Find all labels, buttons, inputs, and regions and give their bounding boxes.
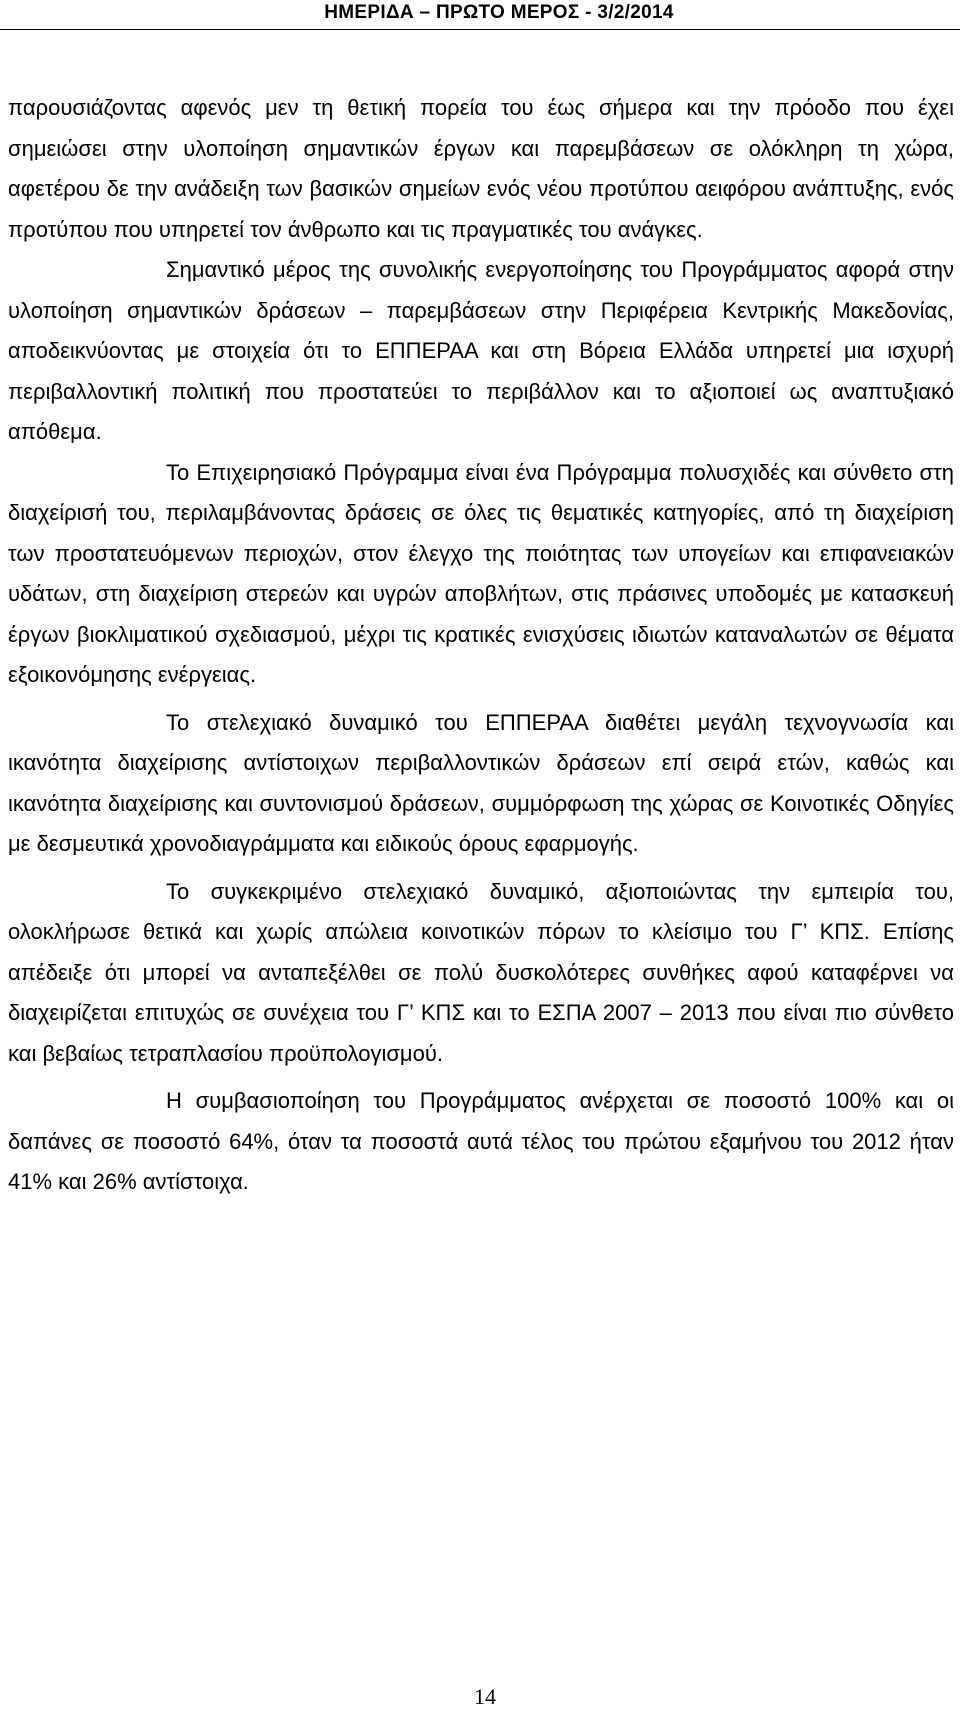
page-number: 14 — [474, 1684, 496, 1709]
paragraph: Η συμβασιοποίηση του Προγράμματος ανέρχεται σε ποσοστό 100% και οι δαπάνες σε ποσοστό 64%, όταν τα ποσοστά αυτά τέλος του πρώτου εξαμήνου του 2012 ήταν 41% και 26% αντίστοιχα. — [8, 1088, 954, 1194]
paragraph-continuation: παρουσιάζοντας αφενός μεν τη θετική πορεία του έως σήμερα και την πρόοδο που έχει σημειώσει στην υλοποίηση σημαντικών έργων και παρεμβάσεων σε ολόκληρη τη χώρα, αφετέρου δε την ανάδειξη των βασικών σημείων ενός νέου προτύπου αειφόρου ανάπτυξης, ενός προτύπου που υπηρετεί τον άνθρωπο και τις πραγματικές του ανάγκες. — [8, 95, 954, 242]
paragraph: Το Επιχειρησιακό Πρόγραμμα είναι ένα Πρόγραμμα πολυσχιδές και σύνθετο στη διαχείρισή του, περιλαμβάνοντας δράσεις σε όλες τις θεματικές κατηγορίες, από τη διαχείριση των προστατευόμενων περιοχών, στον έλεγχο της ποιότητας των υπογείων και επιφανειακών υδάτων, στη διαχείριση στερεών και υγρών αποβλήτων, στις πράσινες υποδομές με κατασκευή έργων βιοκλιματικού σχεδιασμού, μέχρι τις κρατικές ενισχύσεις ιδιωτών καταναλωτών σε θέματα εξοικονόμησης ενέργειας. — [8, 459, 954, 687]
page-header: ΗΜΕΡΙΔΑ – ΠΡΩΤΟ ΜΕΡΟΣ - 3/2/2014 — [324, 2, 674, 23]
paragraph: Το στελεχιακό δυναμικό του ΕΠΠΕΡΑΑ διαθέτει μεγάλη τεχνογνωσία και ικανότητα διαχείρισης αντίστοιχων περιβαλλοντικών δράσεων επί σειρά ετών, καθώς και ικανότητα διαχείρισης και συντονισμού δράσεων, συμμόρφωση της χώρας σε Κοινοτικές Οδηγίες με δεσμευτικά χρονοδιαγράμματα και ειδικούς όρους εφαρμογής. — [8, 709, 954, 856]
paragraph: Σημαντικό μέρος της συνολικής ενεργοποίησης του Προγράμματος αφορά στην υλοποίηση σημαντικών δράσεων – παρεμβάσεων στην Περιφέρεια Κεντρικής Μακεδονίας, αποδεικνύοντας με στοιχεία ότι το ΕΠΠΕΡΑΑ και στη Βόρεια Ελλάδα υπηρετεί μια ισχυρή περιβαλλοντική πολιτική που προστατεύει το περιβάλλον και το αξιοποιεί ως αναπτυξιακό απόθεμα. — [8, 257, 954, 444]
header-divider — [0, 29, 960, 30]
paragraph: Το συγκεκριμένο στελεχιακό δυναμικό, αξιοποιώντας την εμπειρία του, ολοκλήρωσε θετικά και χωρίς απώλεια κοινοτικών πόρων το κλείσιμο του Γ’ ΚΠΣ. Επίσης απέδειξε ότι μπορεί να ανταπεξέλθει σε πολύ δυσκολότερες συνθήκες αφού καταφέρνει να διαχειρίζεται επιτυχώς σε συνέχεια του Γ’ ΚΠΣ και το ΕΣΠΑ 2007 – 2013 που είναι πιο σύνθετο και βεβαίως τετραπλασίου προϋπολογισμού. — [8, 878, 954, 1066]
document-body — [8, 88, 954, 1203]
